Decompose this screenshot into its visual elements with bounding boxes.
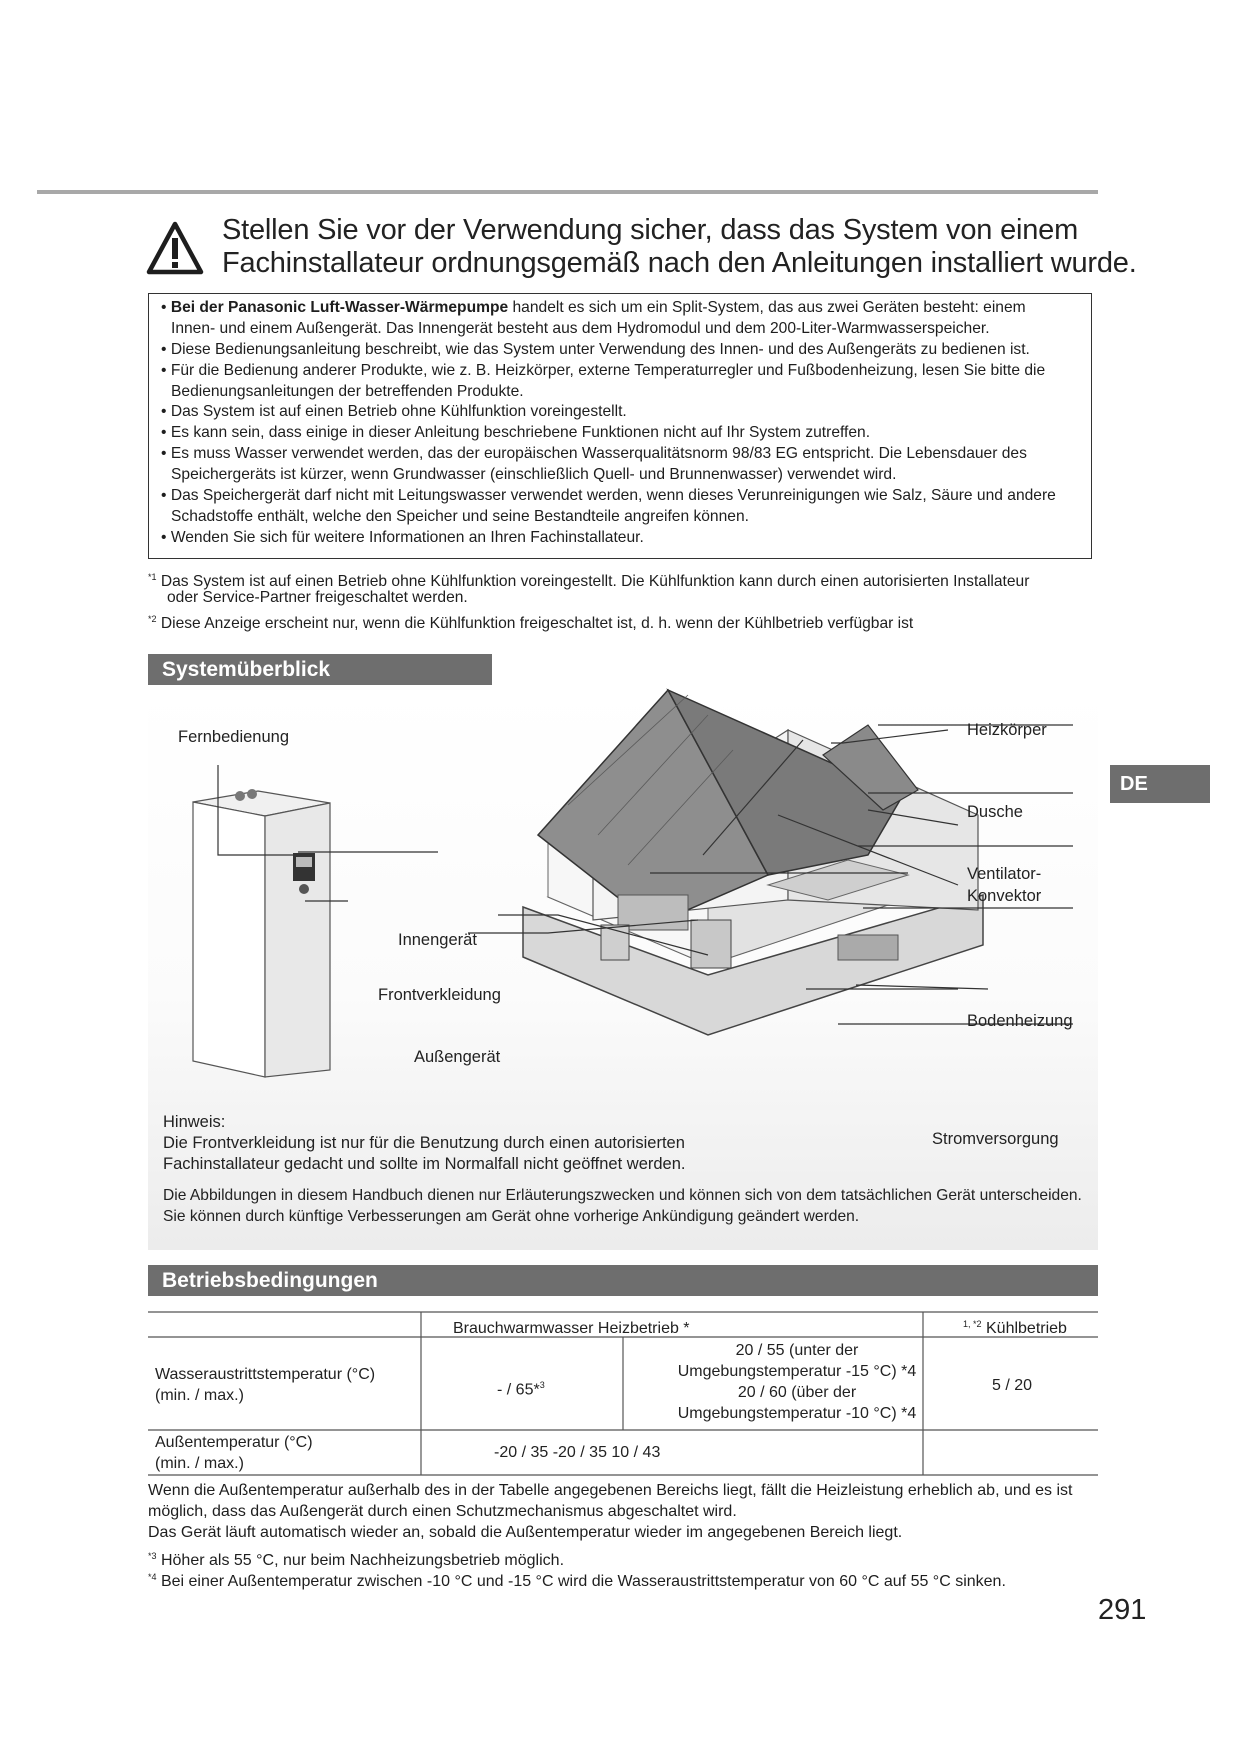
row-water-outlet-heating-2: Umgebungstemperatur -15 °C) *4 [677,1363,917,1380]
info-bullet-7: • Das Speichergerät darf nicht mit Leitungswasser verwendet werden, wenn dieses Verunreinigungen wie Salz, Säure und andere [161,487,1056,504]
label-power-supply: Stromversorgung [932,1130,1059,1148]
info-bullet-5: • Es kann sein, dass einige in dieser Anleitung beschriebene Funktionen nicht auf Ihr System zutreffen. [161,424,871,441]
info-bullet-8: • Wenden Sie sich für weitere Informationen an Ihren Fachinstallateur. [161,529,644,546]
info-bullet-1: • Bei der Panasonic Luft-Wasser-Wärmepumpe handelt es sich um ein Split-System, das aus zwei Geräten besteht: einem [161,299,1026,316]
top-divider [37,190,1098,194]
indoor-unit-illustration [193,789,330,1077]
warning-title [222,214,1137,280]
system-diagram [148,685,1098,1125]
page-number: 291 [1098,1594,1147,1626]
row-outdoor-temp-label-1: Außentemperatur (°C) [155,1434,313,1451]
info-bullet-1-cont: Innen- und einem Außengerät. Das Innengerät besteht aus dem Hydromodul und dem 200-Liter-Warmwasserspeicher. [171,320,990,337]
label-floor-heating: Bodenheizung [967,1012,1073,1030]
table-header-cooling-mark: 1, *2 [963,1319,982,1329]
row-water-outlet-label-2: (min. / max.) [155,1387,244,1404]
label-front-panel: Frontverkleidung [378,986,501,1004]
footnote-1: $^{*1}$ Das System ist auf einen Betrieb ohne Kühlfunktion voreingestellt. Die Kühlfunktion kann durch einen autorisierten Installateur [148,572,1030,590]
info-box [148,293,1092,559]
info-bullet-3-cont: Bedienungsanleitungen der betreffenden Produkte. [171,383,524,400]
row-water-outlet-heating-4: Umgebungstemperatur -10 °C) *4 [677,1405,917,1422]
warning-triangle-icon [146,221,204,275]
row-water-outlet-label-1: Wasseraustrittstemperatur (°C) [155,1366,376,1383]
label-shower: Dusche [967,803,1023,821]
label-fan-coil-line-1: Ventilator- [967,865,1042,883]
label-indoor-unit: Innengerät [398,931,477,949]
table-header-cooling: Kühlbetrieb [986,1320,1067,1337]
row-water-outlet-hot-water: - / 65*$^3$ [497,1380,545,1399]
note-line-2: Fachinstallateur gedacht und sollte im Normalfall nicht geöffnet werden. [163,1155,686,1173]
info-bullet-7-cont: Schadstoffe enthält, welche den Speicher und seine Bestandteile angreifen können. [171,508,749,525]
note-title: Hinweis: [163,1113,226,1131]
row-water-outlet-heating-1: 20 / 55 (unter der [735,1342,859,1359]
warning-title-line-2: Fachinstallateur ordnungsgemäß nach den Anleitungen installiert wurde. [222,247,1137,279]
row-outdoor-temp-label-2: (min. / max.) [155,1455,244,1472]
footnote-1-cont: oder Service-Partner freigeschaltet werden. [167,589,468,606]
label-remote-control: Fernbedienung [178,728,290,746]
info-bullet-2: • Diese Bedienungsanleitung beschreibt, wie das System unter Verwendung des Innen- und des Außengeräts zu bedienen ist. [161,341,1030,358]
label-fan-coil-line-2: Konvektor [967,887,1042,905]
warning-title-line-1: Stellen Sie vor der Verwendung sicher, dass das System von einem [222,214,1079,246]
info-bullet-3: • Für die Bedienung anderer Produkte, wie z. B. Heizkörper, externe Temperaturregler und Fußbodenheizung, lesen Sie bitte die [161,362,1046,379]
section-title-overview: Systemüberblick [148,654,492,685]
conditions-note-5: $^{*4}$ Bei einer Außentemperatur zwischen -10 °C und -15 °C wird die Wasseraustrittstemperatur von 60 °C auf 55 °C sinken. [148,1572,1006,1590]
note-line-1: Die Frontverkleidung ist nur für die Benutzung durch einen autorisierten [163,1134,685,1152]
table-header-hot-water-heating: Brauchwarmwasser Heizbetrieb * [453,1320,690,1337]
info-bullet-6: • Es muss Wasser verwendet werden, das der europäischen Wasserqualitätsnorm 98/83 EG entspricht. Die Lebensdauer des [161,445,1027,462]
disclaimer-line-2: Sie können durch künftige Verbesserungen am Gerät ohne vorherige Ankündigung geändert werden. [163,1208,860,1225]
info-bullet-4: • Das System ist auf einen Betrieb ohne Kühlfunktion voreingestellt. [161,403,627,420]
conditions-note-2: möglich, dass das Außengerät durch einen Schutzmechanismus abgeschaltet wird. [148,1503,737,1520]
label-radiator: Heizkörper [967,721,1047,739]
row-outdoor-temp-values: -20 / 35 -20 / 35 10 / 43 [494,1444,661,1461]
footnote-2: $^{*2}$ Diese Anzeige erscheint nur, wenn die Kühlfunktion freigeschaltet ist, d. h. wenn der Kühlbetrieb verfügbar ist [148,614,914,632]
language-tab-de: DE [1110,765,1210,803]
section-title-operating-conditions: Betriebsbedingungen [148,1265,1098,1296]
disclaimer-line-1: Die Abbildungen in diesem Handbuch dienen nur Erläuterungszwecken und können sich von dem tatsächlichen Gerät unterscheiden. [163,1187,1082,1204]
conditions-note-1: Wenn die Außentemperatur außerhalb des in der Tabelle angegebenen Bereichs liegt, fällt die Heizleistung erheblich ab, und es ist [148,1482,1073,1499]
row-water-outlet-cooling: 5 / 20 [992,1377,1033,1394]
label-outdoor-unit: Außengerät [414,1048,501,1066]
conditions-note-3: Das Gerät läuft automatisch wieder an, sobald die Außentemperatur wieder im angegebenen Bereich liegt. [148,1524,903,1541]
row-water-outlet-heating-3: 20 / 60 (über der [737,1384,857,1401]
conditions-note-4: $^{*3}$ Höher als 55 °C, nur beim Nachheizungsbetrieb möglich. [148,1551,565,1569]
info-bullet-6-cont: Speichergeräts ist kürzer, wenn Grundwasser (einschließlich Quell- und Brunnenwasser) verwendet wird. [171,466,897,483]
house-illustration [523,690,983,1035]
